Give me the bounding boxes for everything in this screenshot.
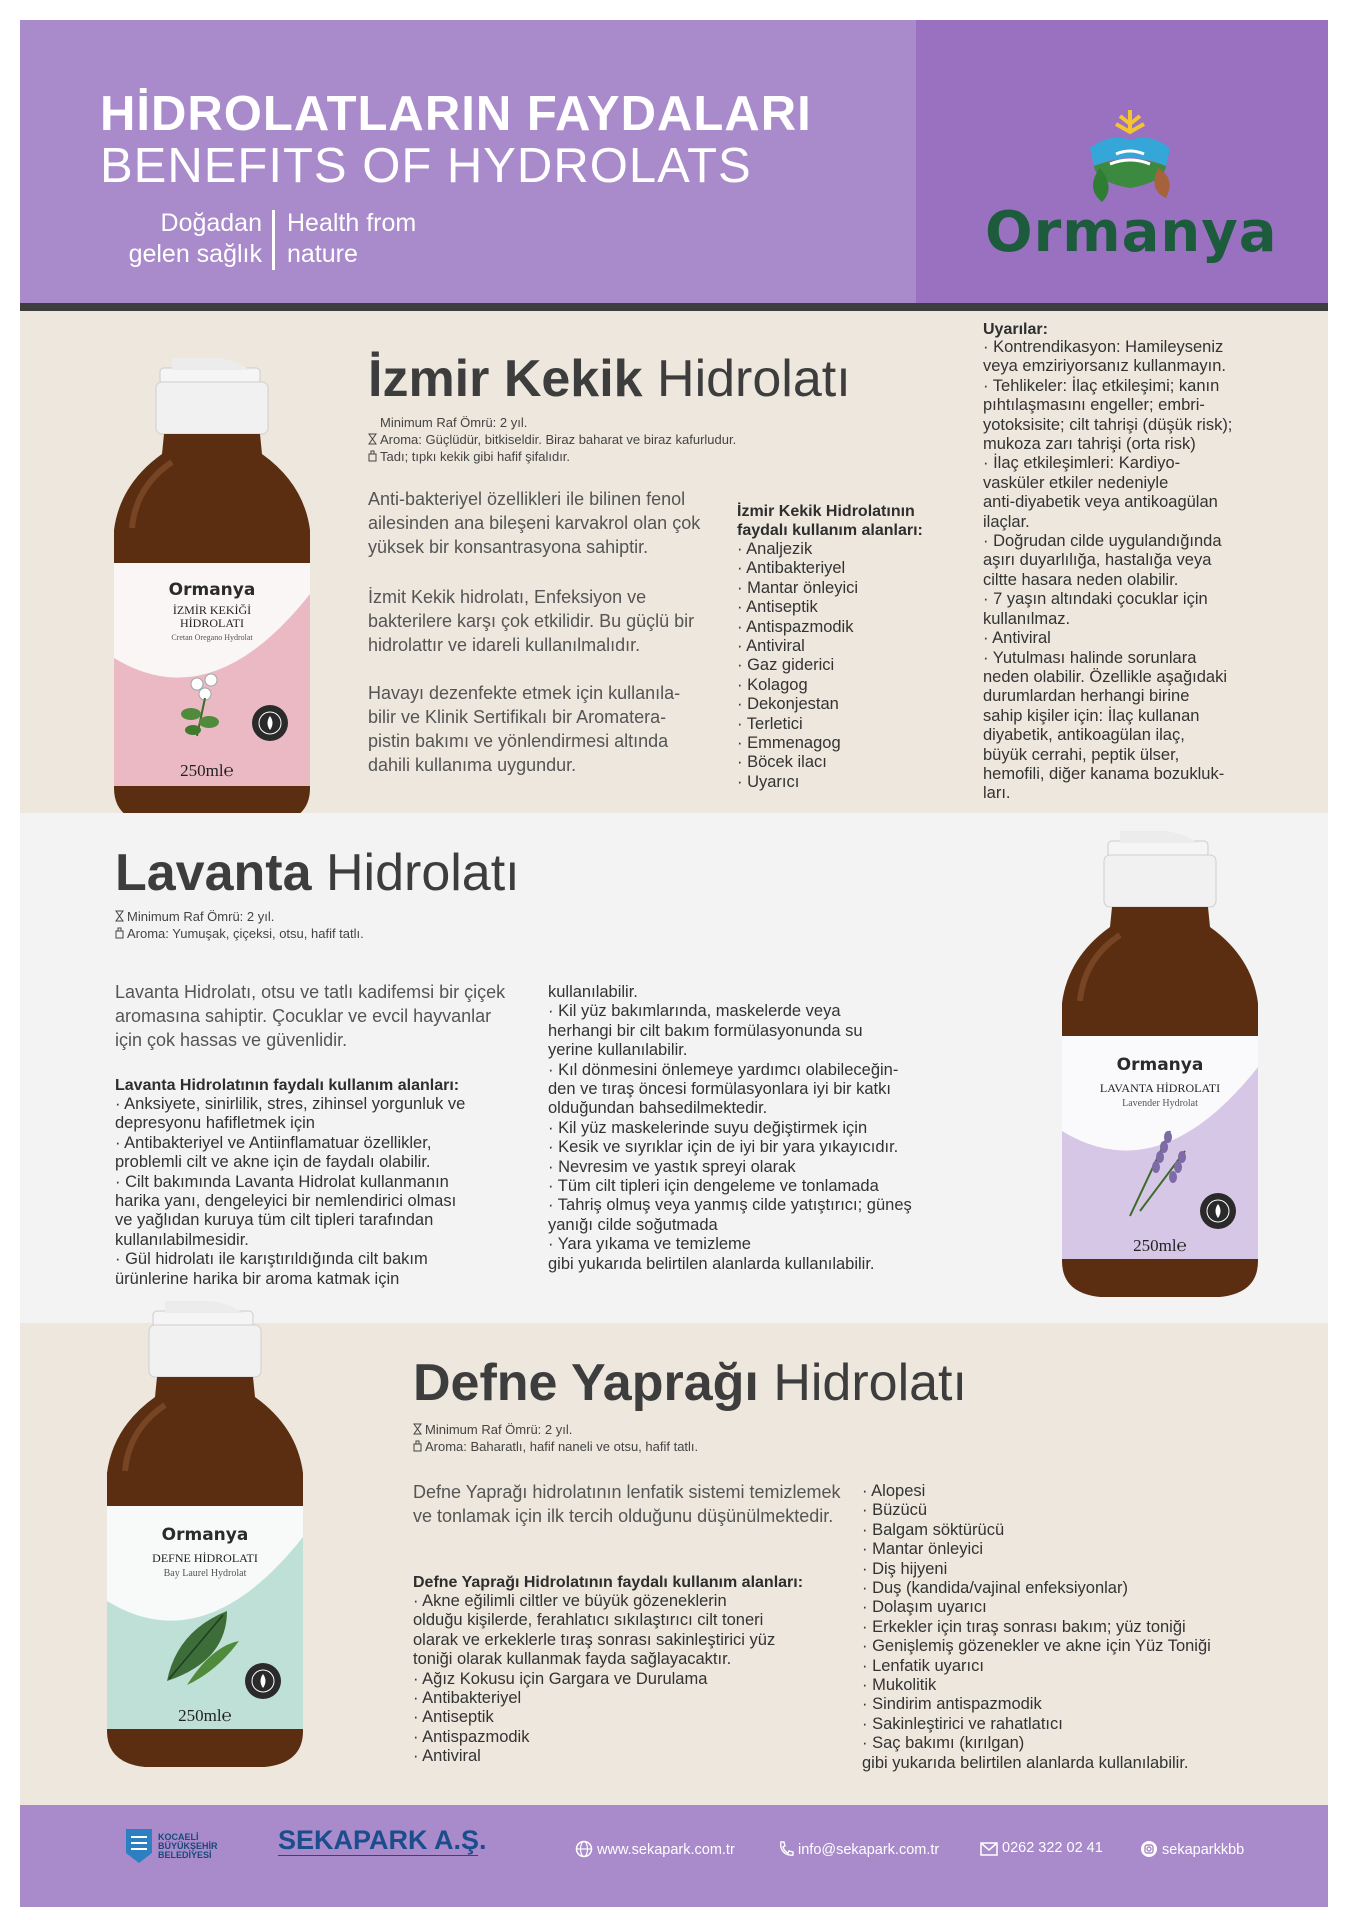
warning-line: hemofili, diğer kanama bozukluk- [983,764,1225,783]
bottle-small-icon [413,1439,422,1451]
header-divider [20,303,1328,311]
kocaeli-logo [122,1823,242,1873]
lavanta-uses-title: Lavanta Hidrolatının faydalı kullanım alanları: [115,1077,460,1094]
defne-aroma: Aroma: Baharatlı, hafif naneli ve otsu, hafif tatlı. [425,1439,699,1454]
warning-line: aşırı duyarlılığa, hastalığa veya [983,551,1212,570]
defne-shelf-life: Minimum Raf Ömrü: 2 yıl. [425,1422,573,1437]
label-product-sub: Cretan Oregano Hydrolat [171,633,253,642]
email-text: info@sekapark.com.tr [798,1842,940,1858]
ormanya-wordmark: Ormanya [985,200,1278,265]
list-item: · Dekonjestan [737,695,839,714]
tagline-english: Health from nature [287,209,417,268]
list-item: · Sindirim antispazmodik [862,1695,1042,1714]
label-volume: 250ml℮ [180,761,234,780]
list-item: · Kıl dönmesini önlemeye yardımcı olabileceğin- [548,1060,899,1079]
hourglass-icon [115,909,124,921]
lavanta-title [115,843,520,903]
list-item: ürünlerine harika bir aroma katmak için [115,1269,400,1288]
list-item: · Kil yüz bakımlarında, maskelerde veya [548,1002,841,1021]
ormanya-logo [985,108,1278,288]
defne-title [413,1353,967,1413]
defne-title-bold: Defne Yaprağı [413,1354,759,1412]
list-item: · Antiseptik [737,598,818,617]
warning-line: sahip kişiler için: İlaç kullanan [983,706,1200,725]
list-item: · Sakinleştirici ve rahatlatıcı [862,1714,1063,1733]
lavanta-intro: Lavanta Hidrolatı, otsu ve tatlı kadifemsi bir çiçek aromasına sahiptir. Çocuklar ve evcil hayvanlar için çok hassas ve güvenlidir. [115,982,506,1050]
warning-line: · İlaç etkileşimleri: Kardiyo- [983,454,1181,473]
label-product-sub: Bay Laurel Hydrolat [163,1568,247,1579]
globe-icon [575,1840,593,1858]
list-item: · Uyarıcı [737,772,800,791]
list-item: · Antiviral [737,637,805,656]
lavanta-uses-col2 [548,983,968,1274]
sekapark-wordmark: SEKAPARK A.Ş. [278,1825,487,1855]
list-item: · Balgam söktürücü [862,1520,1005,1539]
oregano-flower-icon [167,666,247,746]
list-item: olduğundan bahsedilmektedir. [548,1099,768,1118]
organic-badge-icon [1198,1191,1238,1231]
warning-line: veya emziriyorsanız kullanmayın. [983,357,1227,376]
defne-title-light: Hidrolatı [773,1354,967,1412]
list-item: gibi yukarıda belirtilen alanlarda kullanılabilir. [862,1753,1189,1772]
lavanta-uses-col1 [115,1076,535,1289]
list-item: · Gül hidrolatı ile karıştırıldığında cilt bakım [115,1250,428,1269]
warning-line: kullanılmaz. [983,609,1071,628]
website-link[interactable] [575,1840,735,1858]
list-item: · Büzücü [862,1501,928,1520]
list-item: · Böcek ilacı [737,753,827,772]
title-english: BENEFITS OF HYDROLATS [100,139,752,193]
izmir-para-3: Havayı dezenfekte etmek için kullanıla-bilir ve Klinik Sertifikalı bir Aromatera-pistin bakımı ve yönlendirmesi altında dahili kullanıma uygundur. [368,683,681,775]
social-text: sekaparkkbb [1162,1842,1245,1858]
title-turkish: HİDROLATLARIN FAYDALARI [100,87,812,141]
list-item: olarak ve erkeklerle tıraş sonrası sakinleştirici yüz [413,1630,776,1649]
warning-line: diyabetik, antikoagülan ilaç, [983,726,1185,745]
website-text: www.sekapark.com.tr [597,1842,735,1858]
label-product-sub: Lavender Hydrolat [1122,1098,1198,1109]
list-item: · Lenfatik uyarıcı [862,1656,984,1675]
izmir-taste: Tadı; tıpkı kekik gibi hafif şifalıdır. [380,449,571,464]
phone-link[interactable] [980,1840,1103,1856]
section-lavanta [20,813,1328,1323]
defne-bottle [105,1301,305,1801]
list-item: · Dolaşım uyarıcı [862,1598,987,1617]
list-item: · Erkekler için tıraş sonrası bakım; yüz toniği [862,1617,1186,1636]
lavanta-shelf-life: Minimum Raf Ömrü: 2 yıl. [127,909,275,924]
defne-uses-col1 [413,1573,843,1767]
list-item: herhangi bir cilt bakım formülasyonunda su [548,1021,863,1040]
warning-line: · Antiviral [983,629,1051,648]
list-item: yerine kullanılabilir. [548,1041,688,1060]
list-item: · Antispazmodik [413,1727,530,1746]
lavanta-title-light: Hidrolatı [325,844,520,902]
list-item: · Antiviral [413,1747,481,1766]
hourglass-icon [413,1422,422,1434]
list-item: · Kesik ve sıyrıklar için de iyi bir yara yıkayıcıdır. [548,1138,899,1157]
list-item: · Nevresim ve yastık spreyi olarak [548,1157,796,1176]
list-item: · Ağız Kokusu için Gargara ve Durulama [413,1669,708,1688]
list-item: olduğu kişilerde, ferahlatıcı sıkılaştırıcı cilt toneri [413,1611,764,1630]
list-item: · Cilt bakımında Lavanta Hidrolat kullanmanın [115,1172,449,1191]
email-link[interactable] [778,1840,939,1858]
defne-uses-col2 [862,1482,1302,1773]
sekapark-subline [278,1855,478,1861]
list-item: · Tahriş olmuş veya yanmış cilde yatıştırıcı; güneş [548,1196,912,1215]
list-item: · Genişlemiş gözenekler ve akne için Yüz Toniği [862,1637,1211,1656]
bottle-small-icon [115,926,124,938]
izmir-uses-title: İzmir Kekik Hidrolatının faydalı kullanım alanları: [737,503,923,539]
label-brand: Ormanya [1116,1055,1204,1075]
list-item: toniği olarak kullanmak fayda sağlayacaktır. [413,1650,732,1669]
lavanta-title-bold: Lavanta [115,844,312,902]
list-item: · Analjezik [737,540,813,558]
list-item: · Saç bakımı (kırılgan) [862,1734,1025,1753]
izmir-para-1: Anti-bakteriyel özellikleri ile bilinen fenol ailesinden ana bileşeni karvakrol olan çok yüksek bir konsantrasyona sahiptir. [368,489,701,557]
defne-intro: Defne Yaprağı hidrolatının lenfatik sistemi temizlemek ve tonlamak için ilk tercih olduğunu düşünülmektedir. [413,1482,841,1526]
izmir-title-light: Hidrolatı [657,350,851,408]
warning-line: ilaçlar. [983,512,1030,531]
ormanya-emblem-icon [985,108,1275,208]
poster [20,20,1328,1905]
izmir-warnings [983,321,1283,804]
list-item: den ve tıraş öncesi formülasyonlara iyi bir katkı [548,1080,891,1099]
list-item: yanığı cilde soğutmada [548,1215,718,1234]
warning-line: anti-diyabetik veya antikoagülan [983,493,1218,512]
kocaeli-line-1: KOCAELİ [158,1832,199,1842]
label-volume: 250ml℮ [1133,1236,1187,1255]
warning-line: vasküler etkiler nedeniyle [983,473,1169,492]
list-item: · Kolagog [737,675,808,694]
defne-uses-list-2 [862,1482,1302,1773]
warning-line: · Tehlikeler: İlaç etkileşimi; kanın [983,376,1220,395]
lavender-flower-icon [1110,1121,1200,1221]
label-volume: 250ml℮ [178,1706,232,1725]
list-item: · Anksiyete, sinirlilik, stres, zihinsel yorgunluk ve [115,1095,466,1113]
list-item: · Akne eğilimli ciltler ve büyük gözeneklerin [413,1592,727,1610]
bay-leaf-icon [157,1601,247,1691]
list-item: depresyonu hafifletmek için [115,1114,315,1133]
list-item: · Kil yüz maskelerinde suyu değiştirmek için [548,1118,868,1137]
list-item: · Mantar önleyici [737,578,859,597]
izmir-uses [737,502,967,792]
list-item: ve yağlıdan kuruya tüm cilt tipleri tarafından [115,1211,434,1230]
list-item: gibi yukarıda belirtilen alanlarda kullanılabilir. [548,1254,875,1273]
sekapark-logo [278,1825,488,1873]
label-brand: Ormanya [161,1525,249,1545]
list-item: · Alopesi [862,1482,926,1500]
list-item: · Emmenagog [737,734,841,753]
warning-line: · Yutulması halinde sorunlara [983,648,1197,667]
lavanta-aroma: Aroma: Yumuşak, çiçeksi, otsu, hafif tatlı. [127,926,364,941]
izmir-title-bold: İzmir Kekik [368,350,643,408]
kocaeli-line-3: BELEDİYESİ [158,1850,212,1860]
header [20,20,1328,303]
organic-badge-icon [243,1661,283,1701]
izmir-title [368,349,851,409]
list-item: · Mukolitik [862,1676,937,1695]
izmir-warnings-title: Uyarılar: [983,321,1048,338]
section-izmir-kekik [20,311,1328,813]
warning-line: neden olabilir. Özellikle aşağıdaki [983,667,1227,686]
warning-line: · Doğrudan cilde uygulandığında [983,532,1222,551]
warning-line: pıhtılaşmasını engeller; embri- [983,396,1205,415]
list-item: · Tüm cilt tipleri için dengeleme ve tonlamada [548,1177,879,1196]
label-product-name: LAVANTA HİDROLATI [1099,1081,1221,1095]
lavanta-meta [115,908,364,942]
warning-line: yotoksisite; cilt tahrişi (düşük risk); [983,415,1233,434]
bottle-small-icon [368,449,377,461]
list-item: · Mantar önleyici [862,1540,984,1559]
footer [20,1805,1328,1907]
list-item: problemli cilt ve akne için de faydalı olabilir. [115,1153,431,1172]
warning-line: büyük cerrahi, peptik ülser, [983,745,1180,764]
warning-line: mukoza zarı tahrişi (orta risk) [983,435,1196,454]
phone-text: 0262 322 02 41 [1002,1840,1103,1856]
list-item: · Antibakteriyel ve Antiinflamatuar özellikler, [115,1133,432,1152]
tagline-divider [272,210,275,270]
list-item: · Antiseptik [413,1708,494,1727]
defne-uses-title: Defne Yaprağı Hidrolatının faydalı kullanım alanları: [413,1574,804,1591]
phone-handset-icon [778,1840,794,1858]
izmir-bottle [112,358,312,858]
izmir-meta [368,414,736,465]
list-item: · Duş (kandida/vajinal enfeksiyonlar) [862,1579,1128,1598]
list-item: · Yara yıkama ve temizleme [548,1235,751,1254]
izmir-warnings-list [983,338,1283,804]
instagram-icon [1140,1840,1158,1858]
section-defne [20,1323,1328,1817]
social-link[interactable] [1140,1840,1244,1858]
warning-line: ciltte hasara neden olabilir. [983,570,1179,589]
warning-line: ları. [983,784,1011,803]
list-item: · Diş hijyeni [862,1559,948,1578]
list-item: · Terletici [737,714,803,733]
lavanta-bottle [1060,831,1260,1331]
izmir-para-2: İzmit Kekik hidrolatı, Enfeksiyon ve bakterilere karşı çok etkilidir. Bu güçlü bir hidrolattır ve idareli kullanılmalıdır. [368,587,695,655]
list-item: · Antibakteriyel [737,559,846,578]
kocaeli-emblem-icon [122,1823,156,1865]
envelope-icon [980,1842,998,1856]
tagline-turkish: Doğadan gelen sağlık [128,209,262,268]
defne-uses-list-1 [413,1592,843,1767]
list-item: · Antibakteriyel [413,1689,522,1708]
label-product-name: DEFNE HİDROLATI [152,1551,258,1565]
label-brand: Ormanya [168,580,256,600]
izmir-shelf-life: Minimum Raf Ömrü: 2 yıl. [380,415,528,430]
label-product-name: İZMİR KEKİĞİ HİDROLATI [172,603,252,630]
warning-line: · Kontrendikasyon: Hamileyseniz [983,338,1224,356]
warning-line: durumlardan herhangi birine [983,687,1190,706]
list-item: kullanılabilir. [548,983,638,1001]
lavanta-uses-list-1 [115,1095,535,1289]
hourglass-icon [368,432,377,444]
list-item: · Gaz giderici [737,656,835,675]
lavanta-uses-list-2 [548,983,968,1274]
izmir-aroma: Aroma: Güçlüdür, bitkiseldir. Biraz baharat ve biraz kafurludur. [380,432,737,447]
list-item: harika yanı, dengeleyici bir nemlendirici olması [115,1192,457,1211]
izmir-uses-list [737,540,967,792]
list-item: · Antispazmodik [737,617,854,636]
defne-meta [413,1421,698,1455]
kocaeli-line-2: BÜYÜKŞEHİR [158,1841,218,1851]
warning-line: · 7 yaşın altındaki çocuklar için [983,590,1208,609]
organic-badge-icon [250,703,290,743]
list-item: kullanılabilmesidir. [115,1230,249,1249]
